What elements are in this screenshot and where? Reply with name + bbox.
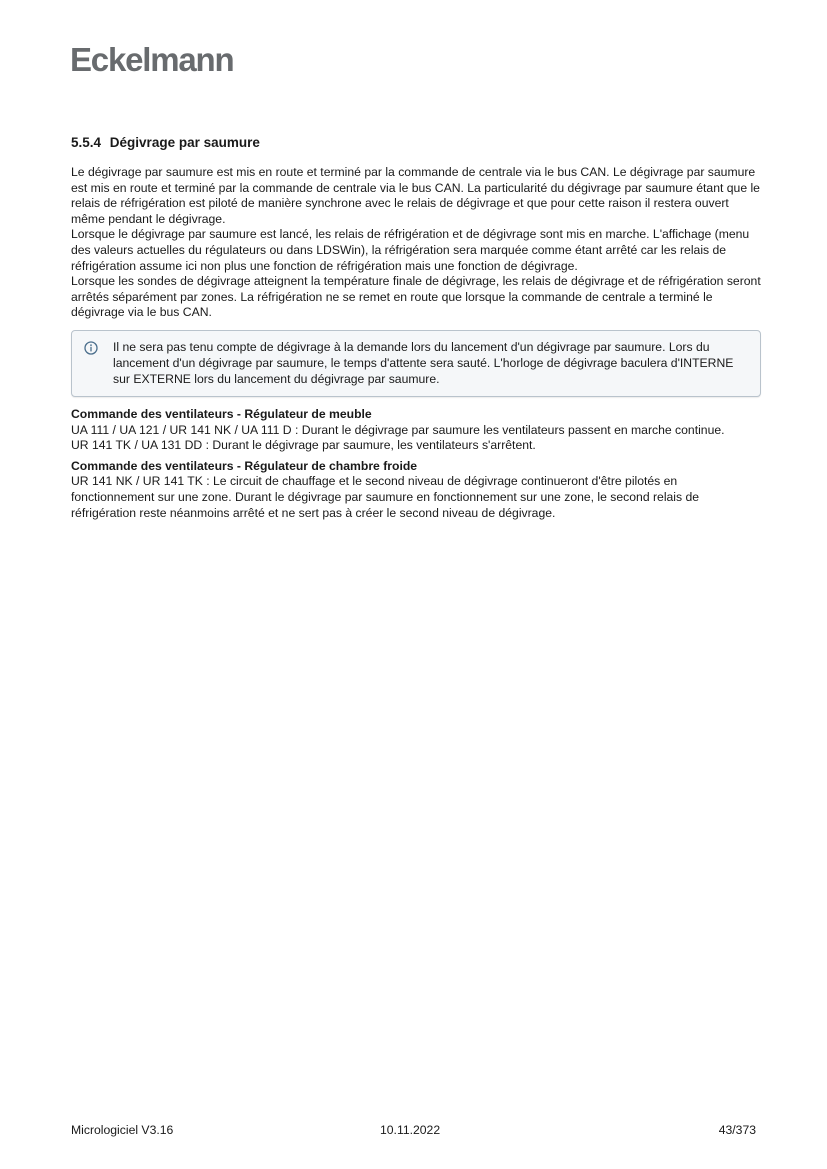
info-icon [84,341,98,355]
page-content [71,134,761,521]
fans-coldroom-line-1: UR 141 NK / UR 141 TK : Le circuit de chauffage et le second niveau de dégivrage continueront d'être pilotés en fonctionnement sur une zone. Durant le dégivrage par saumure en fonctionnement sur une zone, le second relais de réfrigération reste néanmoins arrêté et ne sert pas à créer le second niveau de dégivrage. [71,474,700,520]
fans-coldroom-heading: Commande des ventilateurs - Régulateur de chambre froide [71,458,418,473]
launch-paragraph: Lorsque le dégivrage par saumure est lancé, les relais de réfrigération et de dégivrage sont mis en marche. L'affichage (menu des valeurs actuelles du régulateurs ou dans LDSWin), la réfrigération sera marquée comme étant arrêté car les relais de réfrigération assume ici non plus une fonction de réfrigération mais une fonction de dégivrage. [71,227,750,273]
info-note-text: Il ne sera pas tenu compte de dégivrage à la demande lors du lancement d'un dégivrage par saumure. Lors du lancement d'un dégivrage par saumure, le temps d'attente sera sauté. L'horloge de dégivrage baculera d'INTERNE sur EXTERNE lors du lancement du dégivrage par saumure. [113,339,734,386]
section-title: Dégivrage par saumure [109,135,260,150]
fans-cabinet-line-2: UR 141 TK / UA 131 DD : Durant le dégivrage par saumure, les ventilateurs s'arrêtent. [71,438,536,453]
fans-cabinet-line-1: UA 111 / UA 121 / UR 141 NK / UA 111 D : Durant le dégivrage par saumure les ventilateurs passent en marche continue. [71,422,725,437]
footer-date: 10.11.2022 [380,1123,441,1137]
company-logo: Eckelmann [70,41,234,78]
fans-cabinet-heading: Commande des ventilateurs - Régulateur de meuble [71,406,372,421]
section-heading [71,134,761,152]
info-note [71,330,761,397]
footer-software-version: Micrologiciel V3.16 [71,1123,174,1137]
section-number: 5.5.4 [71,135,102,150]
intro-paragraph: Le dégivrage par saumure est mis en route et terminé par la commande de centrale via le bus CAN. Le dégivrage par saumure est mis en route et terminé par la commande de centrale via le bus CAN. La particularité du dégivrage par saumure étant que le relais de réfrigération est piloté de manière synchrone avec le relais de dégivrage et que pour cette raison il restera ouvert même pendant le dégivrage. [71,165,760,226]
footer-page-number: 43/373 [718,1123,756,1137]
end-paragraph: Lorsque les sondes de dégivrage atteignent la température finale de dégivrage, les relais de dégivrage et de réfrigération seront arrêtés séparément par zones. La réfrigération ne se remet en route que lorsque la commande de centrale a terminé le dégivrage via le bus CAN. [71,274,761,320]
